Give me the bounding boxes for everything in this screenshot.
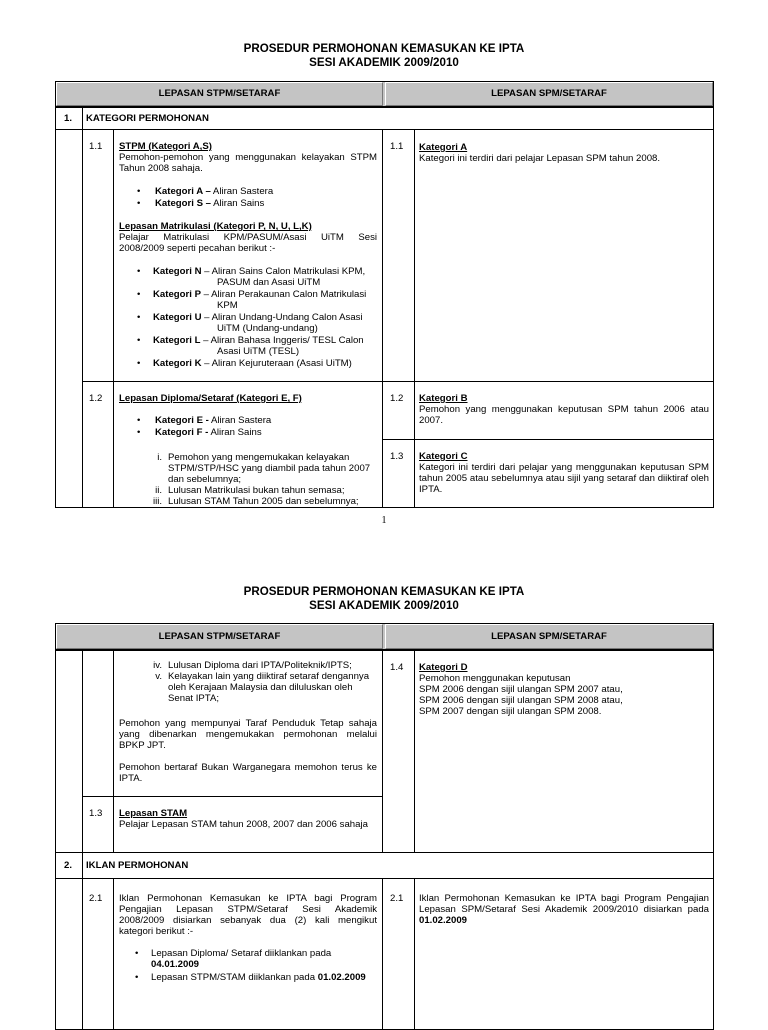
kategori-b-heading: Kategori B	[419, 393, 468, 404]
criteria-line: Pemohon yang mengemukakan kelayakan	[168, 452, 350, 463]
row21-right-text-body: Iklan Permohonan Kemasukan ke IPTA bagi Program Pengajian Lepasan SPM/Setaraf Sesi Akademik 2009/2010 disiarkan pada	[419, 893, 709, 915]
page2-title-line1: PROSEDUR PERMOHONAN KEMASUKAN KE IPTA	[243, 585, 525, 598]
matriculation-heading: Lepasan Matrikulasi (Kategori P, N, U, L,K)	[119, 221, 312, 232]
diploma-category-item-label: Kategori F -	[155, 427, 209, 438]
bullet-dot: •	[137, 358, 141, 369]
stpm-category-item	[137, 198, 377, 209]
criteria-item	[136, 452, 380, 485]
criteria-line: STPM/STP/HSC yang diambil pada tahun 2007	[168, 463, 371, 474]
permanent-resident-text: Pemohon yang mempunyai Taraf Penduduk Tetap sahaja yang dibenarkan mengemukakan permohonan melalui BPKP JPT.	[119, 718, 377, 751]
matriculation-category-continuation: UiTM (Undang-undang)	[217, 323, 318, 334]
row21-right-number: 2.1	[390, 893, 404, 904]
kategori-d-line: SPM 2006 dengan sijil ulangan SPM 2008 atau,	[419, 695, 623, 706]
matriculation-category-line	[153, 289, 379, 300]
page2-title-line2: SESI AKADEMIK 2009/2010	[309, 599, 459, 612]
diploma-category-item-line	[155, 415, 377, 426]
stpm-category-item-label: Kategori A –	[155, 186, 211, 197]
stam-heading: Lepasan STAM	[119, 808, 188, 819]
kategori-a-text: Kategori ini terdiri dari pelajar Lepasan SPM tahun 2008.	[419, 153, 661, 164]
stpm-category-item-line	[155, 186, 377, 197]
criteria-numeral: iv.	[153, 660, 162, 671]
row21-right-date: 01.02.2009	[419, 915, 468, 926]
page1-header-stpm: LEPASAN STPM/SETARAF	[56, 82, 383, 106]
matriculation-category-text: – Aliran Bahasa Inggeris/ TESL Calon	[200, 335, 364, 346]
matriculation-category-line	[153, 358, 379, 369]
stpm-category-item-line	[155, 198, 377, 209]
bullet-dot: •	[137, 186, 141, 197]
matriculation-category-continuation: PASUM dan Asasi UiTM	[217, 277, 321, 288]
matriculation-category-item	[137, 312, 379, 334]
section1-title: KATEGORI PERMOHONAN	[86, 113, 209, 124]
matriculation-category-continuation: Asasi UiTM (TESL)	[217, 346, 300, 357]
criteria-item	[136, 660, 380, 671]
matriculation-category-item	[137, 266, 379, 288]
matriculation-category-item	[137, 335, 379, 357]
row13-left-number: 1.3	[89, 808, 103, 819]
diploma-category-item-label: Kategori E -	[155, 415, 209, 426]
diploma-category-item	[137, 415, 377, 426]
stpm-category-item	[137, 186, 377, 197]
section2-title: IKLAN PERMOHONAN	[86, 860, 189, 871]
row11-stpm-heading: STPM (Kategori A,S)	[119, 141, 212, 152]
matriculation-text: Pelajar Matrikulasi KPM/PASUM/Asasi UiTM Sesi 2008/2009 seperti pecahan berikut :-	[119, 232, 377, 254]
criteria-item	[136, 485, 380, 496]
row11-left-number: 1.1	[89, 141, 103, 152]
section2-number: 2.	[64, 860, 73, 871]
matriculation-category-continuation: KPM	[217, 300, 238, 311]
page2-header-spm: LEPASAN SPM/SETARAF	[385, 624, 713, 649]
diploma-category-item	[137, 427, 377, 438]
row21-bullet-diploma: • Lepasan Diploma/ Setaraf diiklankan pada 04.01.2009	[135, 948, 377, 970]
page2-header-stpm: LEPASAN STPM/SETARAF	[56, 624, 383, 649]
stpm-category-item-text: Aliran Sastera	[210, 186, 274, 197]
criteria-line: oleh Kerajaan Malaysia dan diluluskan oleh	[168, 682, 353, 693]
matriculation-category-label: Kategori P	[153, 289, 201, 300]
page1-title-line2: SESI AKADEMIK 2009/2010	[309, 56, 459, 69]
non-citizen-text: Pemohon bertaraf Bukan Warganegara memohon terus ke IPTA.	[119, 762, 377, 784]
matriculation-category-label: Kategori N	[153, 266, 202, 277]
page-number: 1	[381, 515, 387, 526]
matriculation-category-item	[137, 289, 379, 311]
row21-bullet-stpm-text: Lepasan STPM/STAM diiklankan pada	[151, 972, 318, 983]
row12-right-number: 1.2	[390, 393, 404, 404]
matriculation-category-item	[137, 358, 379, 369]
row21-bullet-stpm: • Lepasan STPM/STAM diiklankan pada 01.02.2009	[135, 972, 366, 983]
criteria-item	[136, 496, 380, 507]
stam-text: Pelajar Lepasan STAM tahun 2008, 2007 dan 2006 sahaja	[119, 819, 368, 830]
matriculation-category-line	[153, 335, 379, 346]
row21-left-text: Iklan Permohonan Kemasukan ke IPTA bagi Program Pengajian Lepasan STPM/Setaraf Sesi Akademik 2008/2009 disiarkan sebanyak dua (2) kali mengikut kategori berikut :-	[119, 893, 377, 937]
row11-right-number: 1.1	[390, 141, 404, 152]
kategori-b-text: Pemohon yang menggunakan keputusan SPM tahun 2006 atau 2007.	[419, 404, 709, 426]
row21-bullet-stpm-date: 01.02.2009	[317, 972, 366, 983]
matriculation-category-label: Kategori K	[153, 358, 202, 369]
criteria-numeral: i.	[157, 452, 162, 463]
criteria-line: Senat IPTA;	[168, 693, 220, 704]
matriculation-category-text: – Aliran Sains Calon Matrikulasi KPM,	[201, 266, 366, 277]
criteria-line: dan sebelumnya;	[168, 474, 242, 485]
kategori-d-heading: Kategori D	[419, 662, 468, 673]
criteria-line: Lulusan Diploma dari IPTA/Politeknik/IPTS;	[168, 660, 352, 671]
criteria-line: Kelayakan lain yang diiktiraf setaraf dengannya	[168, 671, 370, 682]
criteria-item	[136, 671, 380, 704]
row12-left-number: 1.2	[89, 393, 103, 404]
page1-header-spm: LEPASAN SPM/SETARAF	[385, 82, 713, 106]
row21-bullet-diploma-date: 04.01.2009	[151, 959, 200, 970]
section1-number: 1.	[64, 113, 73, 124]
matriculation-category-text: – Aliran Kejuruteraan (Asasi UiTM)	[201, 358, 352, 369]
matriculation-category-line	[153, 312, 379, 323]
page2-table-header	[55, 623, 714, 650]
bullet-dot: •	[137, 335, 141, 346]
kategori-c-heading: Kategori C	[419, 451, 468, 462]
row21-bullet-diploma-text: Lepasan Diploma/ Setaraf diiklankan pada	[151, 948, 332, 959]
row11-stpm-text: Pemohon-pemohon yang menggunakan kelayakan STPM Tahun 2008 sahaja.	[119, 152, 377, 174]
criteria-numeral: ii.	[155, 485, 162, 496]
row14-right-number: 1.4	[390, 662, 404, 673]
row21-right-text	[419, 893, 709, 926]
bullet-dot: •	[137, 427, 141, 438]
page1-table-header	[55, 81, 714, 107]
diploma-category-item-text: Aliran Sains	[208, 427, 262, 438]
diploma-heading: Lepasan Diploma/Setaraf (Kategori E, F)	[119, 393, 302, 404]
page1-title-line1: PROSEDUR PERMOHONAN KEMASUKAN KE IPTA	[243, 42, 525, 55]
bullet-dot: •	[137, 312, 141, 323]
criteria-line: Lulusan Matrikulasi bukan tahun semasa;	[168, 485, 345, 496]
stpm-category-item-label: Kategori S –	[155, 198, 211, 209]
diploma-category-item-text: Aliran Sastera	[208, 415, 272, 426]
stpm-category-item-text: Aliran Sains	[210, 198, 265, 209]
kategori-a-heading: Kategori A	[419, 142, 468, 153]
criteria-numeral: v.	[155, 671, 162, 682]
matriculation-category-text: – Aliran Perakaunan Calon Matrikulasi	[200, 289, 367, 300]
kategori-d-line: SPM 2007 dengan sijil ulangan SPM 2008.	[419, 706, 602, 717]
bullet-dot: •	[137, 198, 141, 209]
matriculation-category-text: – Aliran Undang-Undang Calon Asasi	[201, 312, 363, 323]
bullet-dot: •	[137, 266, 141, 277]
matriculation-category-label: Kategori L	[153, 335, 201, 346]
kategori-c-text: Kategori ini terdiri dari pelajar yang menggunakan keputusan SPM tahun 2005 atau sebelumnya atau sijil yang setaraf dan diiktiraf oleh IPTA.	[419, 462, 709, 495]
criteria-numeral: iii.	[152, 496, 162, 507]
bullet-dot: •	[137, 415, 141, 426]
diploma-category-item-line	[155, 427, 377, 438]
bullet-dot: •	[137, 289, 141, 300]
row13-right-number: 1.3	[390, 451, 404, 462]
row21-left-number: 2.1	[89, 893, 103, 904]
matriculation-category-line	[153, 266, 379, 277]
criteria-line: Lulusan STAM Tahun 2005 dan sebelumnya;	[168, 496, 359, 507]
kategori-d-line: SPM 2006 dengan sijil ulangan SPM 2007 atau,	[419, 684, 623, 695]
matriculation-category-label: Kategori U	[153, 312, 202, 323]
kategori-d-line: Pemohon menggunakan keputusan	[419, 673, 571, 684]
